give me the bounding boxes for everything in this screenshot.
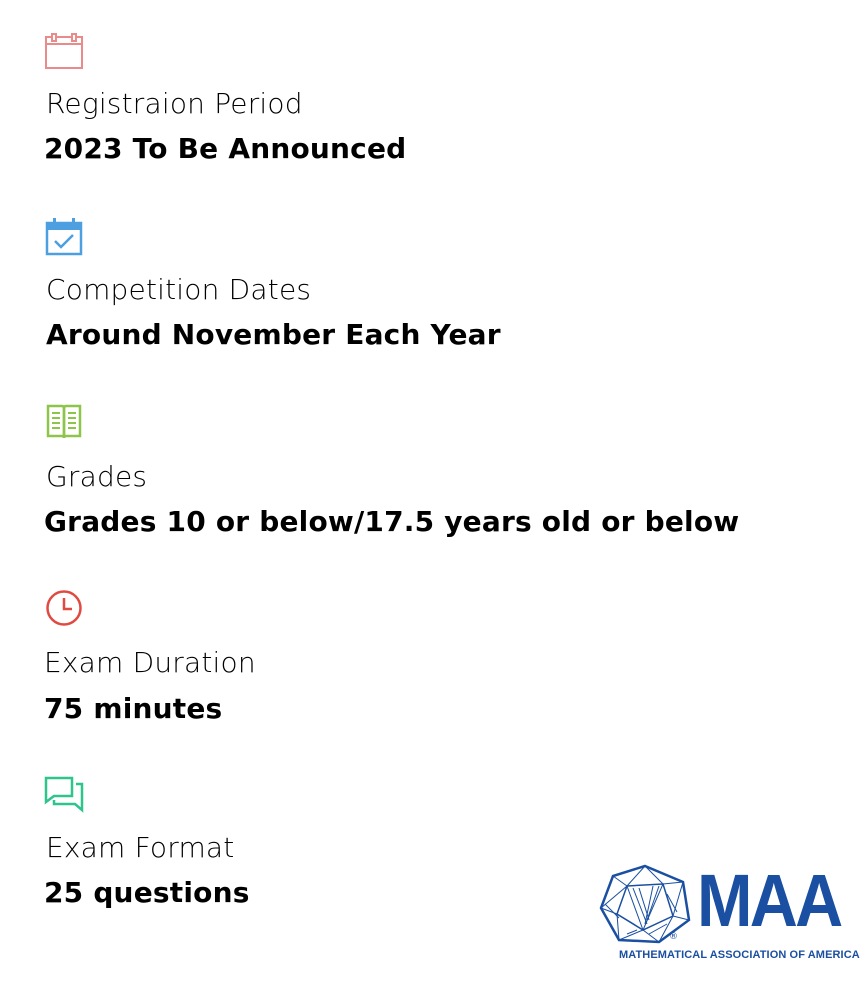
- book-icon: [44, 402, 84, 442]
- chat-icon: [44, 774, 84, 814]
- grades-value: Grades 10 or below/17.5 years old or below: [44, 505, 740, 538]
- icosahedron-icon: [597, 864, 693, 944]
- maa-logo: [597, 859, 860, 966]
- competition-dates-value: Around November Each Year: [46, 318, 501, 351]
- registration-period-label: Registraion Period: [46, 87, 303, 120]
- registration-period-value: 2023 To Be Announced: [44, 132, 407, 165]
- exam-format-label: Exam Format: [46, 831, 235, 864]
- registered-mark: ®: [669, 932, 678, 942]
- maa-subtitle: MATHEMATICAL ASSOCIATION OF AMERICA: [619, 949, 860, 961]
- calendar-icon: [44, 32, 84, 72]
- exam-duration-label: Exam Duration: [44, 646, 256, 679]
- calendar-check-icon: [44, 217, 84, 257]
- exam-format-value: 25 questions: [44, 876, 250, 909]
- maa-wordmark: MAA: [697, 859, 841, 942]
- grades-label: Grades: [46, 460, 148, 493]
- exam-duration-value: 75 minutes: [44, 692, 223, 725]
- clock-icon: [44, 588, 84, 628]
- competition-dates-label: Competition Dates: [46, 273, 312, 306]
